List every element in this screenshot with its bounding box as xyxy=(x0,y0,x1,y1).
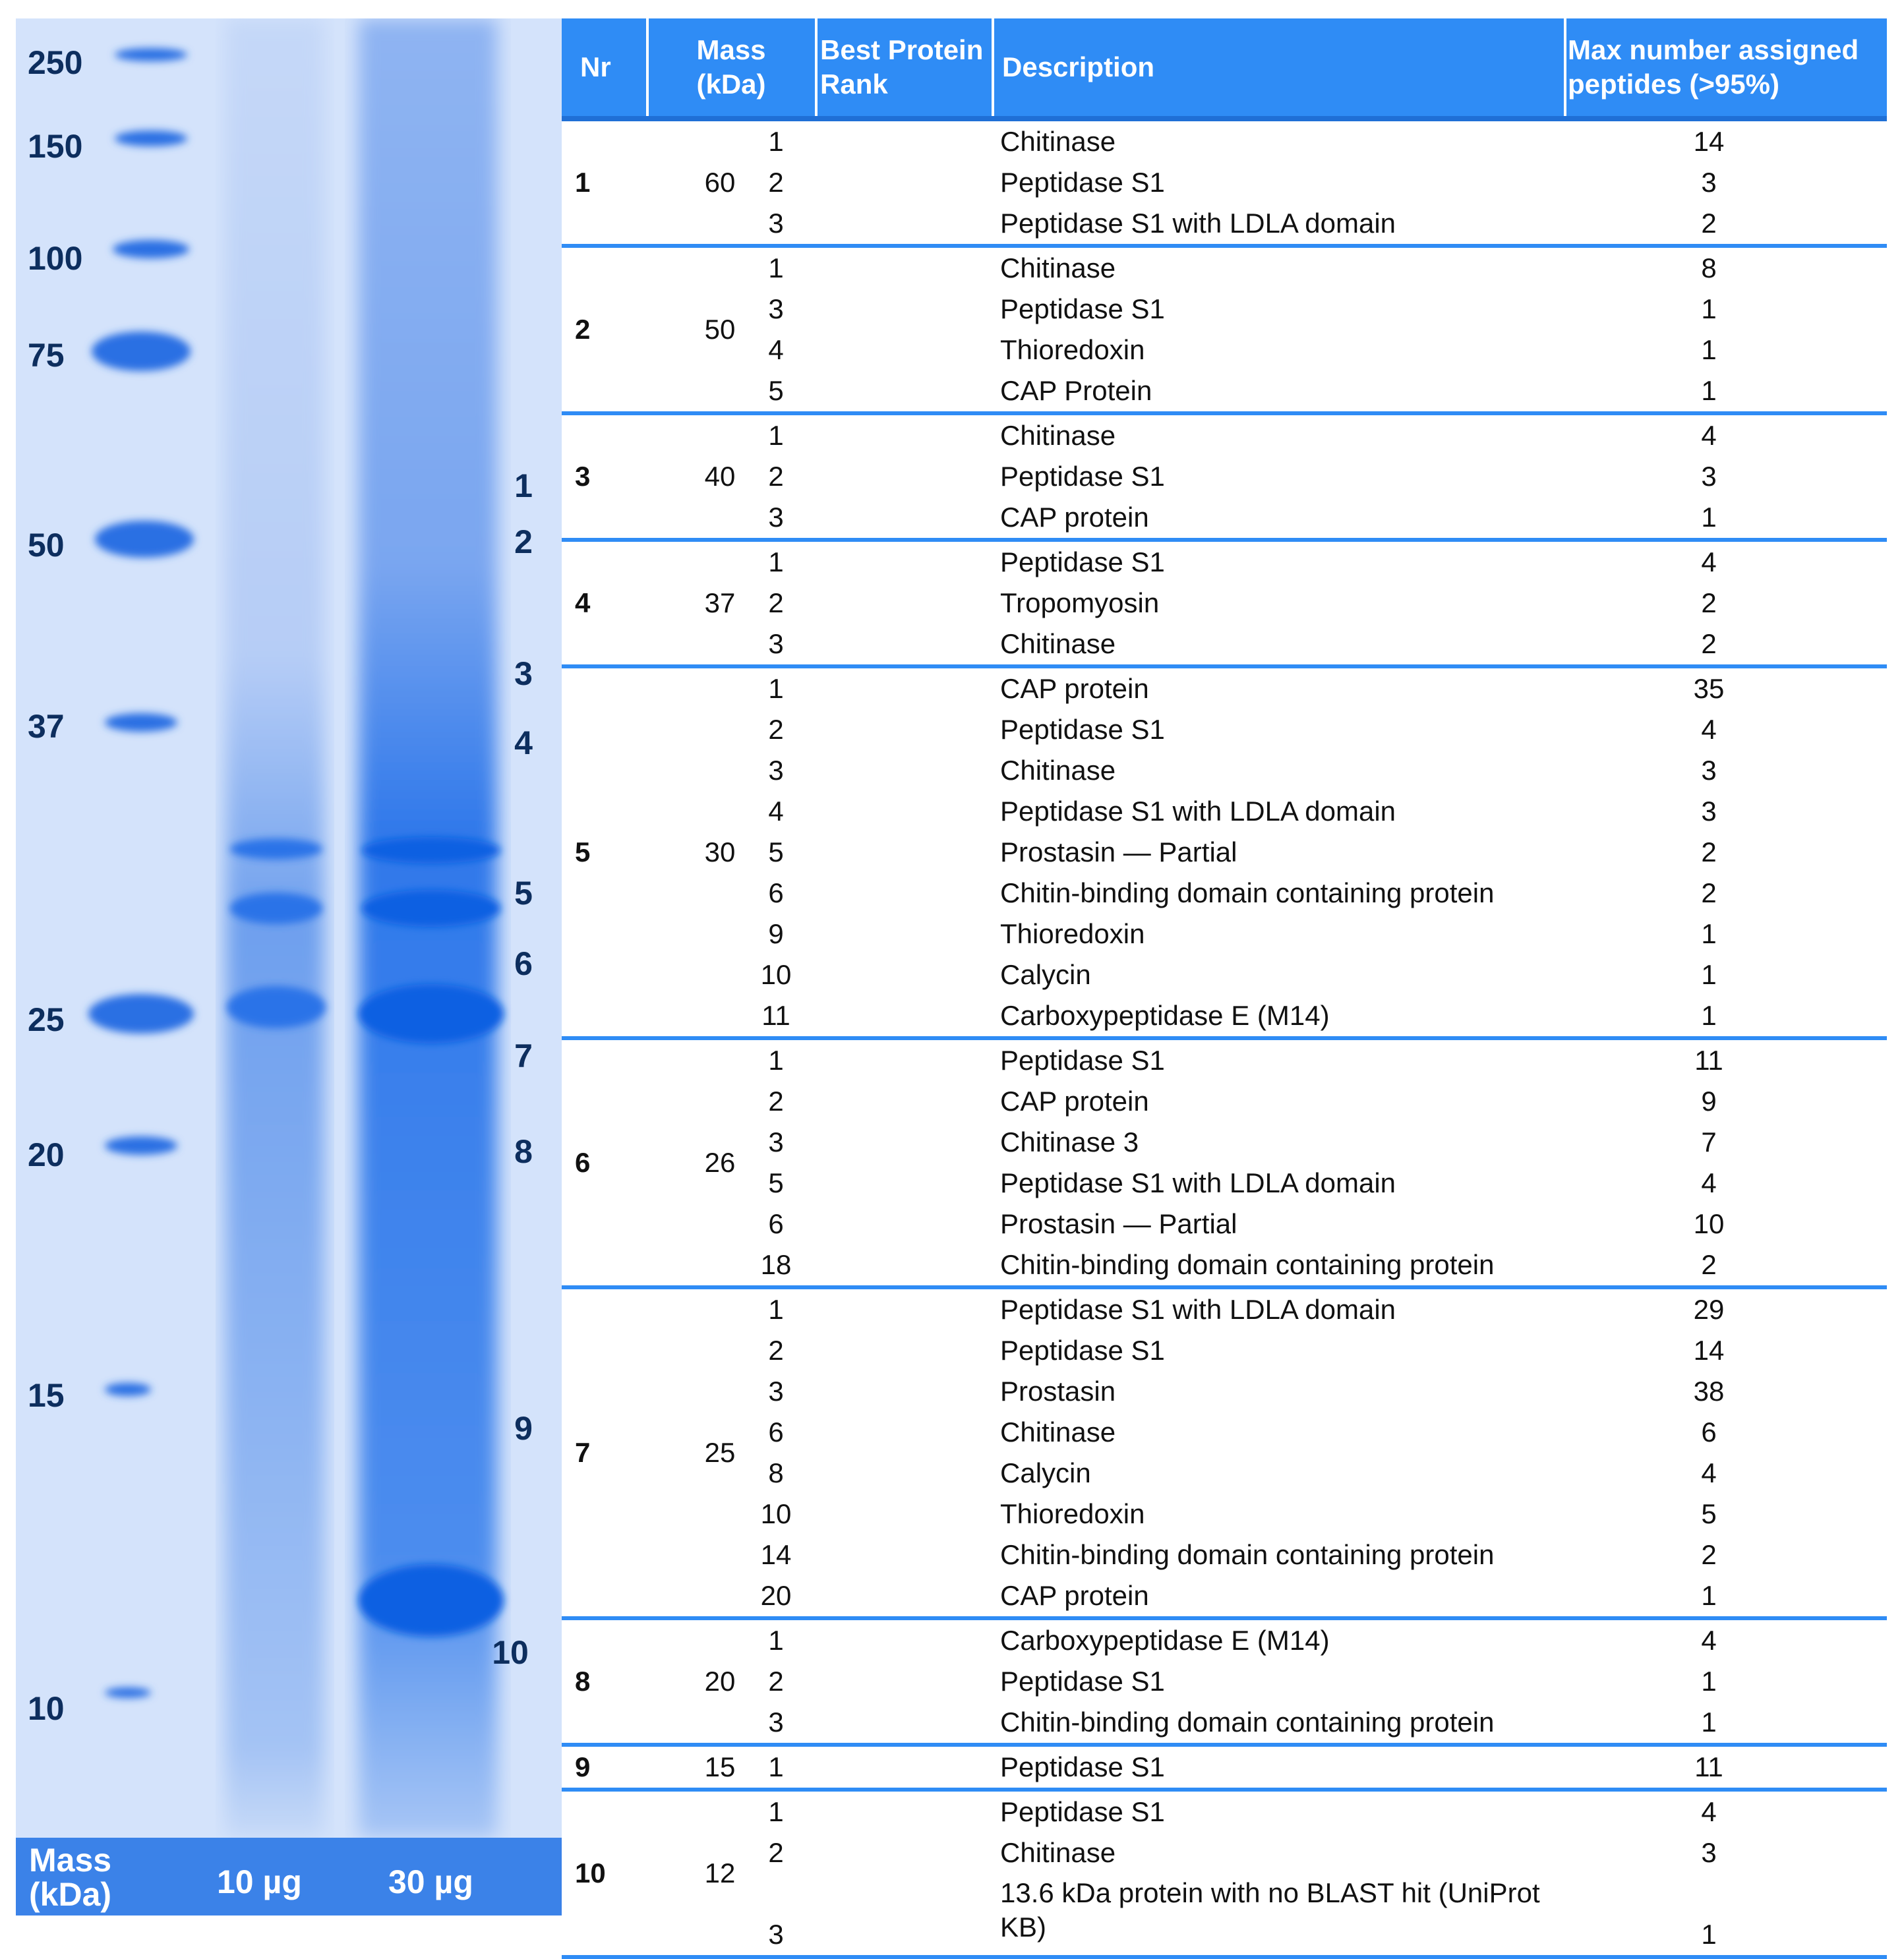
header-peptides: Max number assigned peptides (>95%) xyxy=(1568,34,1859,100)
peptides-cell: 11 xyxy=(1694,1751,1723,1782)
marker-label: 250 xyxy=(28,44,83,81)
group-mass: 60 xyxy=(704,167,736,198)
description-cell: Peptidase S1 with LDLA domain xyxy=(1000,1294,1396,1325)
peptides-cell: 38 xyxy=(1693,1376,1725,1407)
description-cell: CAP protein xyxy=(1000,502,1149,533)
peptides-cell: 1 xyxy=(1701,334,1717,365)
description-cell: Chitinase xyxy=(1000,755,1116,786)
rank-cell: 2 xyxy=(768,587,784,618)
description-cell: Peptidase S1 xyxy=(1000,1796,1165,1827)
description-cell: Chitinase xyxy=(1000,1417,1116,1447)
table-row xyxy=(562,668,1887,709)
peptides-cell: 1 xyxy=(1701,1919,1717,1950)
description-cell: Peptidase S1 xyxy=(1000,1335,1165,1366)
peptides-cell: 4 xyxy=(1701,1457,1717,1488)
group-nr: 6 xyxy=(575,1147,591,1178)
peptides-cell: 4 xyxy=(1701,1625,1717,1656)
rank-cell: 3 xyxy=(768,293,784,324)
table-row xyxy=(562,370,1887,411)
table-row xyxy=(562,1371,1887,1412)
band-label: 3 xyxy=(514,655,533,692)
rank-cell: 1 xyxy=(768,126,784,157)
description-cell: Chitin-binding domain containing protein xyxy=(1000,877,1495,908)
band-label: 6 xyxy=(514,945,533,982)
description-cell: Chitin-binding domain containing protein xyxy=(1000,1539,1495,1570)
table-row xyxy=(562,289,1887,330)
rank-cell: 2 xyxy=(768,1837,784,1868)
peptides-cell: 10 xyxy=(1693,1208,1725,1239)
peptides-cell: 1 xyxy=(1701,1707,1717,1738)
description-cell: Thioredoxin xyxy=(1000,334,1145,365)
header-separator xyxy=(815,18,818,116)
table-row xyxy=(562,791,1887,832)
footer-lane1-label: 10 µg xyxy=(217,1863,302,1900)
table-row xyxy=(562,1163,1887,1204)
description-cell: Peptidase S1 xyxy=(1000,1666,1165,1697)
footer-lane2-label: 30 µg xyxy=(388,1863,473,1900)
header-separator xyxy=(992,18,994,116)
peptides-cell: 1 xyxy=(1701,375,1717,406)
band-label: 9 xyxy=(514,1410,533,1447)
table-row xyxy=(562,832,1887,873)
table-group xyxy=(562,248,1887,415)
table-row xyxy=(562,1873,1887,1955)
table-body xyxy=(562,121,1887,1959)
rank-cell: 2 xyxy=(768,714,784,745)
table-row xyxy=(562,415,1887,456)
marker-label: 100 xyxy=(28,240,83,277)
description-cell: Chitin-binding domain containing protein xyxy=(1000,1707,1495,1738)
description-cell: Tropomyosin xyxy=(1000,587,1160,618)
table-row xyxy=(562,914,1887,954)
marker-label: 50 xyxy=(28,527,65,564)
description-cell: CAP Protein xyxy=(1000,375,1152,406)
rank-cell: 18 xyxy=(760,1249,792,1280)
table-group xyxy=(562,1040,1887,1289)
table-row xyxy=(562,954,1887,995)
peptides-cell: 6 xyxy=(1701,1417,1717,1447)
marker-label: 150 xyxy=(28,128,83,165)
group-mass: 15 xyxy=(704,1751,736,1782)
rank-cell: 2 xyxy=(768,167,784,198)
rank-cell: 14 xyxy=(760,1539,792,1570)
table-row xyxy=(562,750,1887,791)
group-nr: 4 xyxy=(575,587,591,618)
table-row xyxy=(562,1040,1887,1081)
description-cell: CAP protein xyxy=(1000,1086,1149,1117)
rank-cell: 3 xyxy=(768,502,784,533)
rank-cell: 6 xyxy=(768,877,784,908)
peptides-cell: 2 xyxy=(1701,877,1717,908)
table-row xyxy=(562,1702,1887,1743)
rank-cell: 1 xyxy=(768,1625,784,1656)
gel-image xyxy=(16,18,562,1915)
header-rank: Best Protein Rank xyxy=(820,34,984,100)
rank-cell: 1 xyxy=(768,1294,784,1325)
rank-cell: 3 xyxy=(768,1376,784,1407)
rank-cell: 4 xyxy=(768,334,784,365)
rank-cell: 8 xyxy=(768,1457,784,1488)
table-row xyxy=(562,1453,1887,1494)
marker-label: 25 xyxy=(28,1001,65,1038)
table-row xyxy=(562,1081,1887,1122)
band-label: 7 xyxy=(514,1038,533,1074)
table-row xyxy=(562,1575,1887,1616)
rank-cell: 2 xyxy=(768,461,784,492)
rank-cell: 9 xyxy=(768,918,784,949)
peptides-cell: 9 xyxy=(1701,1086,1717,1117)
rank-cell: 5 xyxy=(768,375,784,406)
rank-cell: 20 xyxy=(760,1580,792,1611)
description-cell: Peptidase S1 with LDLA domain xyxy=(1000,1167,1396,1198)
table-header xyxy=(562,18,1887,116)
description-cell: Chitinase xyxy=(1000,420,1116,451)
peptides-cell: 2 xyxy=(1701,1539,1717,1570)
rank-cell: 1 xyxy=(768,1796,784,1827)
rank-cell: 2 xyxy=(768,1335,784,1366)
rank-cell: 10 xyxy=(760,1498,792,1529)
group-nr: 5 xyxy=(575,836,591,867)
peptides-cell: 1 xyxy=(1701,1000,1717,1031)
group-nr: 2 xyxy=(575,314,591,345)
group-mass: 30 xyxy=(704,836,736,867)
table-row xyxy=(562,1535,1887,1575)
group-nr: 3 xyxy=(575,461,591,492)
table-row xyxy=(562,330,1887,370)
table-group xyxy=(562,121,1887,248)
rank-cell: 1 xyxy=(768,252,784,283)
table-row xyxy=(562,121,1887,162)
peptides-cell: 2 xyxy=(1701,628,1717,659)
peptides-cell: 1 xyxy=(1701,293,1717,324)
rank-cell: 2 xyxy=(768,1086,784,1117)
description-cell: Peptidase S1 xyxy=(1000,461,1165,492)
description-cell: Chitinase xyxy=(1000,628,1116,659)
description-cell: Peptidase S1 xyxy=(1000,714,1165,745)
peptides-cell: 14 xyxy=(1693,126,1725,157)
rank-cell: 3 xyxy=(768,1707,784,1738)
group-nr: 10 xyxy=(575,1857,606,1888)
description-cell: Chitinase xyxy=(1000,1837,1116,1868)
group-mass: 37 xyxy=(704,587,736,618)
marker-label: 10 xyxy=(28,1690,65,1727)
band-label: 8 xyxy=(514,1133,533,1170)
table-row xyxy=(562,1204,1887,1244)
rank-cell: 3 xyxy=(768,755,784,786)
rank-cell: 3 xyxy=(768,628,784,659)
marker-label: 20 xyxy=(28,1136,65,1173)
rank-cell: 6 xyxy=(768,1417,784,1447)
table-group xyxy=(562,415,1887,542)
band-label: 2 xyxy=(514,523,533,560)
table-group xyxy=(562,542,1887,668)
peptides-cell: 2 xyxy=(1701,1249,1717,1280)
peptides-cell: 7 xyxy=(1701,1126,1717,1157)
description-cell: Prostasin — Partial xyxy=(1000,1208,1237,1239)
peptides-cell: 4 xyxy=(1701,714,1717,745)
table-group xyxy=(562,1289,1887,1620)
table-row xyxy=(562,709,1887,750)
description-cell: Prostasin xyxy=(1000,1376,1116,1407)
peptides-cell: 3 xyxy=(1701,461,1717,492)
table-row xyxy=(562,1122,1887,1163)
group-nr: 8 xyxy=(575,1666,591,1697)
peptides-cell: 4 xyxy=(1701,420,1717,451)
description-cell: Thioredoxin xyxy=(1000,1498,1145,1529)
table-row xyxy=(562,1747,1887,1788)
group-mass: 40 xyxy=(704,461,736,492)
peptides-cell: 29 xyxy=(1693,1294,1725,1325)
table-row xyxy=(562,203,1887,244)
peptides-cell: 1 xyxy=(1701,959,1717,990)
description-cell: 13.6 kDa protein with no BLAST hit (UniProt KB) xyxy=(1000,1877,1540,1943)
header-separator xyxy=(1564,18,1566,116)
peptides-cell: 3 xyxy=(1701,796,1717,827)
peptides-cell: 14 xyxy=(1693,1335,1725,1366)
table-row xyxy=(562,873,1887,914)
footer-mass-label: Mass (kDa) xyxy=(29,1842,112,1913)
table-group xyxy=(562,668,1887,1040)
peptides-cell: 2 xyxy=(1701,208,1717,239)
group-mass: 20 xyxy=(704,1666,736,1697)
group-mass: 25 xyxy=(704,1437,736,1468)
description-cell: CAP protein xyxy=(1000,673,1149,704)
peptides-cell: 4 xyxy=(1701,1167,1717,1198)
rank-cell: 5 xyxy=(768,836,784,867)
gel-lanes xyxy=(16,18,562,1838)
marker-label: 15 xyxy=(28,1377,65,1414)
band-label: 10 xyxy=(492,1634,529,1671)
results-table xyxy=(562,18,1887,1950)
group-mass: 26 xyxy=(704,1147,736,1178)
table-row xyxy=(562,995,1887,1036)
rank-cell: 3 xyxy=(768,208,784,239)
group-mass: 12 xyxy=(704,1857,736,1888)
header-mass: Mass (kDa) xyxy=(696,34,766,100)
description-cell: Calycin xyxy=(1000,1457,1091,1488)
table-row xyxy=(562,1792,1887,1832)
description-cell: Chitinase xyxy=(1000,126,1116,157)
peptides-cell: 1 xyxy=(1701,1580,1717,1611)
description-cell: Chitinase 3 xyxy=(1000,1126,1139,1157)
description-cell: Calycin xyxy=(1000,959,1091,990)
peptides-cell: 4 xyxy=(1701,1796,1717,1827)
table-row xyxy=(562,1289,1887,1330)
group-nr: 9 xyxy=(575,1751,591,1782)
band-label: 1 xyxy=(514,467,533,504)
peptides-cell: 2 xyxy=(1701,836,1717,867)
rank-cell: 4 xyxy=(768,796,784,827)
table-row xyxy=(562,497,1887,538)
peptides-cell: 3 xyxy=(1701,167,1717,198)
table-group xyxy=(562,1747,1887,1792)
group-mass: 50 xyxy=(704,314,736,345)
peptides-cell: 8 xyxy=(1701,252,1717,283)
table-row xyxy=(562,542,1887,583)
table-row xyxy=(562,162,1887,203)
peptides-cell: 11 xyxy=(1694,1045,1723,1076)
band-label: 4 xyxy=(514,724,533,761)
rank-cell: 10 xyxy=(760,959,792,990)
description-cell: Carboxypeptidase E (M14) xyxy=(1000,1000,1330,1031)
rank-cell: 1 xyxy=(768,546,784,577)
table-row xyxy=(562,456,1887,497)
peptides-cell: 35 xyxy=(1693,673,1725,704)
rank-cell: 1 xyxy=(768,1045,784,1076)
table-row xyxy=(562,1494,1887,1535)
peptides-cell: 2 xyxy=(1701,587,1717,618)
header-nr: Nr xyxy=(580,51,611,82)
group-nr: 1 xyxy=(575,167,591,198)
description-cell: Prostasin — Partial xyxy=(1000,836,1237,867)
rank-cell: 3 xyxy=(768,1126,784,1157)
group-nr: 7 xyxy=(575,1437,591,1468)
rank-cell: 2 xyxy=(768,1666,784,1697)
table-row xyxy=(562,1832,1887,1873)
description-cell: Peptidase S1 with LDLA domain xyxy=(1000,796,1396,827)
band-label: 5 xyxy=(514,875,533,912)
peptides-cell: 1 xyxy=(1701,502,1717,533)
rank-cell: 3 xyxy=(768,1919,784,1950)
marker-label: 75 xyxy=(28,337,65,374)
peptides-cell: 1 xyxy=(1701,1666,1717,1697)
gel-footer xyxy=(16,1838,562,1915)
rank-cell: 1 xyxy=(768,1751,784,1782)
header-rule xyxy=(562,116,1887,121)
table-group xyxy=(562,1792,1887,1959)
table-group xyxy=(562,1620,1887,1747)
rank-cell: 11 xyxy=(761,1000,790,1031)
peptides-cell: 5 xyxy=(1701,1498,1717,1529)
table-row xyxy=(562,1412,1887,1453)
rank-cell: 6 xyxy=(768,1208,784,1239)
description-cell: Peptidase S1 xyxy=(1000,1045,1165,1076)
description-cell: Chitinase xyxy=(1000,252,1116,283)
table-row xyxy=(562,1244,1887,1285)
marker-label: 37 xyxy=(28,708,65,745)
peptides-cell: 3 xyxy=(1701,1837,1717,1868)
header-description: Description xyxy=(1002,51,1155,82)
table-row xyxy=(562,583,1887,624)
description-cell: Peptidase S1 with LDLA domain xyxy=(1000,208,1396,239)
description-cell: Peptidase S1 xyxy=(1000,167,1165,198)
table-row xyxy=(562,1620,1887,1661)
rank-cell: 1 xyxy=(768,420,784,451)
peptides-cell: 4 xyxy=(1701,546,1717,577)
table-row xyxy=(562,1330,1887,1371)
table-row xyxy=(562,624,1887,664)
description-cell: Carboxypeptidase E (M14) xyxy=(1000,1625,1330,1656)
description-cell: CAP protein xyxy=(1000,1580,1149,1611)
description-cell: Thioredoxin xyxy=(1000,918,1145,949)
table-row xyxy=(562,248,1887,289)
description-cell: Peptidase S1 xyxy=(1000,1751,1165,1782)
peptides-cell: 3 xyxy=(1701,755,1717,786)
rank-cell: 5 xyxy=(768,1167,784,1198)
description-cell: Chitin-binding domain containing protein xyxy=(1000,1249,1495,1280)
rank-cell: 1 xyxy=(768,673,784,704)
peptides-cell: 1 xyxy=(1701,918,1717,949)
description-cell: Peptidase S1 xyxy=(1000,293,1165,324)
description-cell: Peptidase S1 xyxy=(1000,546,1165,577)
table-row xyxy=(562,1661,1887,1702)
